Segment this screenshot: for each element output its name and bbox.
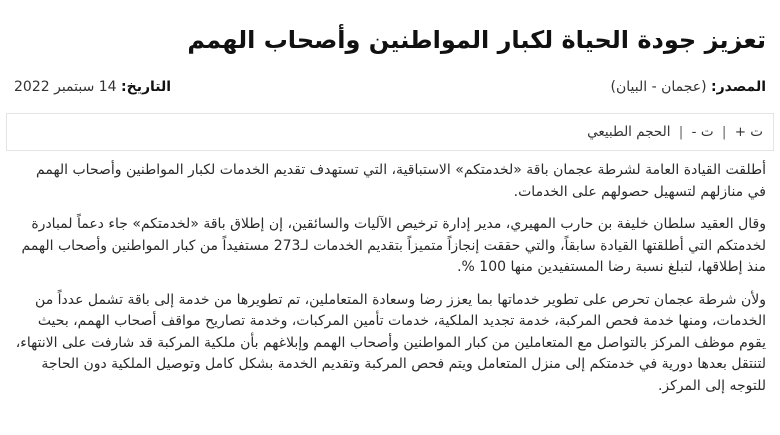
font-reset-button[interactable]: الحجم الطبيعي [587,124,671,140]
article-paragraph: وقال العقيد سلطان خليفة بن حارب المهيري، مدير إدارة ترخيص الآليات والسائقين، إن إطلاق باقة «لخدمتكم» جاء دعماً لمبادرة لخدمتكم التي أطلقتها القيادة سابقاً، والتي حققت إنجازاً متميزاً بتقديم الخدمات لـ273 مستفيداً من كبار المواطنين وأصحاب الهمم منذ إطلاقها، لتبلغ نسبة رضا المستفيدين منها 100 %. [21,216,766,275]
article-paragraph: أطلقت القيادة العامة لشرطة عجمان باقة «لخدمتكم» الاستباقية، التي تستهدف تقديم الخدمات لكبار المواطنين وأصحاب الهمم في منازلهم لتسهيل حصولهم على الخدمات. [36,162,766,200]
source-label: المصدر: [711,79,766,95]
article-body [14,160,766,408]
toolbar-separator: | [721,124,727,140]
font-decrease-button[interactable]: ت - [691,124,714,140]
article-source [611,74,767,100]
article-date [14,74,171,100]
article-paragraph: ولأن شرطة عجمان تحرص على تطوير خدماتها بما يعزز رضا وسعادة المتعاملين، تم تطويرها من خدمة إلى باقة تشمل عدداً من الخدمات، ومنها خدمة فحص المركبة، خدمة تجديد الملكية، خدمات تأمين المركبات، وخدمة تصاريح مواقف أصحاب الهمم، بحيث يقوم موظف المركز بالتواصل مع المتعاملين من كبار المواطنين وأصحاب الهمم وإبلاغهم بأن ملكية المركبة قد شارفت على الانتهاء، لتنتقل بعدها دورية في خدمتكم إلى منزل المتعامل ويتم فحص المركبة وتقديم الخدمة بشكل كامل وتوصيل الملكية دون الحاجة للتوجه إلى المركز. [15,291,766,394]
toolbar-separator: | [678,124,684,140]
source-value: (عجمان - البيان) [610,79,707,95]
article-meta [14,74,766,100]
font-size-toolbar [6,113,774,151]
date-label: التاريخ: [121,79,172,95]
article-title: تعزيز جودة الحياة لكبار المواطنين وأصحاب الهمم [187,26,766,54]
date-value: 14 سبتمبر 2022 [14,79,117,95]
font-increase-button[interactable]: ت + [734,124,763,140]
